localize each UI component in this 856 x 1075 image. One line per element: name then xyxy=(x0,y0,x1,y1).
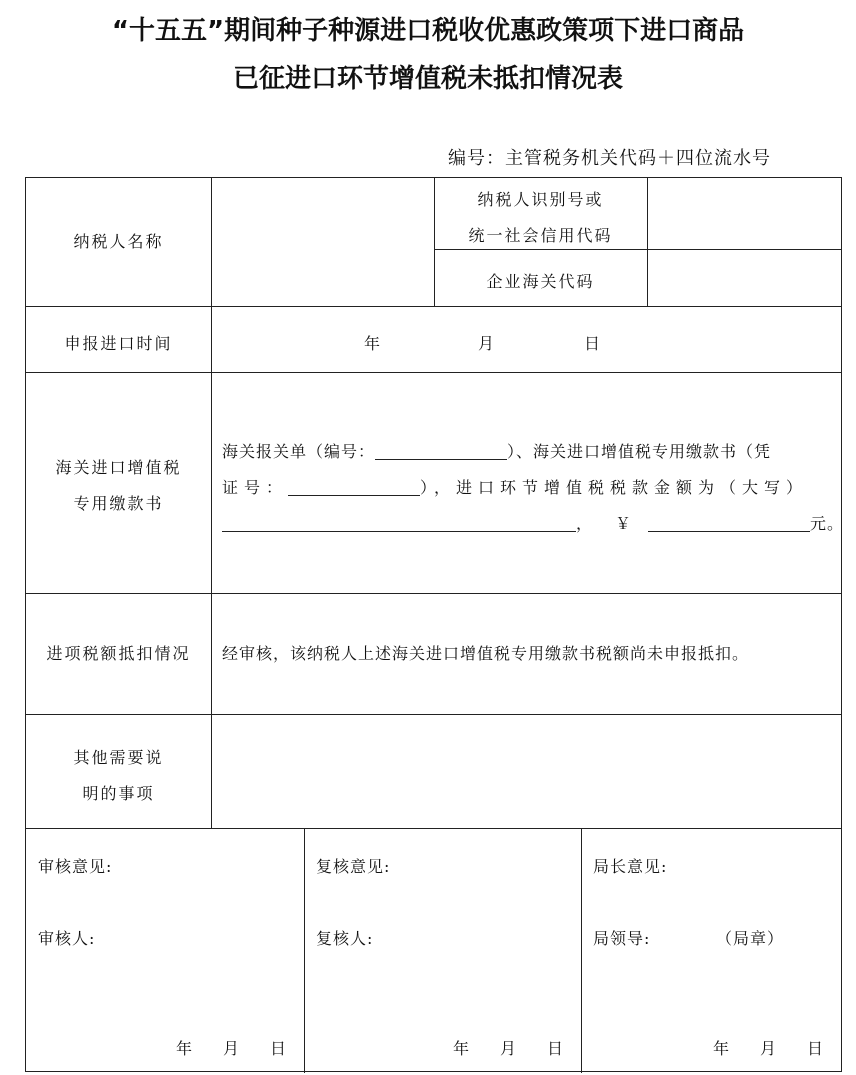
director-opinion-label: 局长意见: xyxy=(593,857,668,876)
vat-text-c: 证号： xyxy=(222,478,289,497)
taxpayer-name-label: 纳税人名称 xyxy=(73,232,164,251)
declare-day-label: 日 xyxy=(584,334,603,353)
yen-symbol: ￥ xyxy=(615,514,633,533)
vat-text-yuan: 元。 xyxy=(810,514,845,533)
seal-label: （局章） xyxy=(716,929,785,948)
director-month: 月 xyxy=(760,1039,778,1058)
vat-text-b: ）、海关进口增值税专用缴款书（凭 xyxy=(507,442,772,461)
director-day: 日 xyxy=(807,1039,825,1058)
divider xyxy=(581,828,582,1073)
review-day: 日 xyxy=(270,1039,288,1058)
declare-time-label: 申报进口时间 xyxy=(64,334,173,353)
recheck-year: 年 xyxy=(453,1039,471,1058)
vat-text-d: ），进口环节增值税税款金额为（大写） xyxy=(420,478,809,497)
divider xyxy=(26,828,842,829)
amount-words-blank-b[interactable] xyxy=(346,513,576,532)
declaration-number-blank[interactable] xyxy=(375,441,507,460)
director-year: 年 xyxy=(713,1039,731,1058)
certificate-number-blank[interactable] xyxy=(288,477,420,496)
vat-text-line3 xyxy=(222,506,844,542)
divider xyxy=(26,714,842,715)
reviewer-label: 审核人: xyxy=(38,929,96,948)
other-matters-label-line2: 明的事项 xyxy=(82,784,155,803)
review-opinion-label: 审核意见: xyxy=(38,857,113,876)
divider xyxy=(211,178,212,828)
declare-year-label: 年 xyxy=(364,334,383,353)
input-tax-text: 经审核，该纳税人上述海关进口增值税专用缴款书税额尚未申报抵扣。 xyxy=(222,644,750,663)
form-title-line1: “十五五”期间种子种源进口税收优惠政策项下进口商品 xyxy=(111,16,745,46)
amount-number-blank-a[interactable] xyxy=(648,513,744,532)
vat-text-line1 xyxy=(222,434,771,470)
taxpayer-id-label-line1: 纳税人识别号或 xyxy=(477,190,604,209)
taxpayer-id-label-line2: 统一社会信用代码 xyxy=(468,226,613,245)
review-month: 月 xyxy=(223,1039,241,1058)
vat-text-a: 海关报关单（编号： xyxy=(222,442,376,461)
amount-words-blank-a[interactable] xyxy=(222,513,346,532)
rechecker-label: 复核人: xyxy=(316,929,374,948)
recheck-day: 日 xyxy=(547,1039,565,1058)
form-code-label: 编号：主管税务机关代码＋四位流水号 xyxy=(448,148,771,169)
divider xyxy=(26,306,842,307)
divider xyxy=(647,178,648,306)
recheck-opinion-label: 复核意见: xyxy=(316,857,391,876)
amount-number-blank-b[interactable] xyxy=(744,513,810,532)
divider xyxy=(26,593,842,594)
recheck-month: 月 xyxy=(500,1039,518,1058)
declare-month-label: 月 xyxy=(478,334,497,353)
vat-book-label-line1: 海关进口增值税 xyxy=(55,458,182,477)
divider xyxy=(26,372,842,373)
customs-code-label: 企业海关代码 xyxy=(486,272,595,291)
other-matters-label-line1: 其他需要说 xyxy=(73,748,164,767)
input-tax-label: 进项税额抵扣情况 xyxy=(46,644,191,663)
vat-book-label-line2: 专用缴款书 xyxy=(73,494,164,513)
review-year: 年 xyxy=(176,1039,194,1058)
director-label: 局领导: xyxy=(593,929,651,948)
divider xyxy=(304,828,305,1073)
vat-text-e: ， xyxy=(576,514,594,533)
vat-text-line2 xyxy=(222,470,808,506)
form-title-line2: 已征进口环节增值税未抵扣情况表 xyxy=(232,64,623,94)
form-table xyxy=(25,177,845,1072)
